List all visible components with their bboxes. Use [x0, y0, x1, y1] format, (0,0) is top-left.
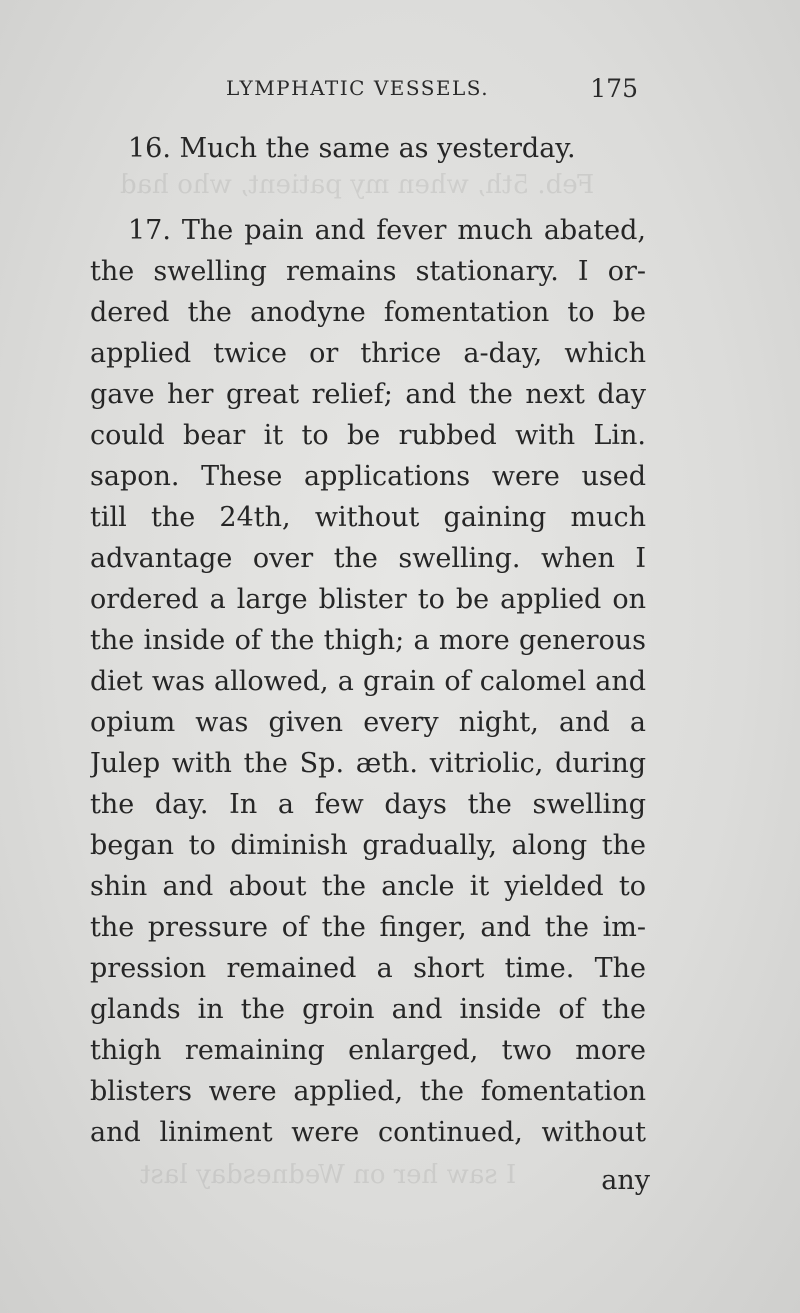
text-line: the inside of the thigh; a more generous	[90, 625, 646, 656]
text-line: the swelling remains stationary. I or-	[90, 256, 646, 287]
body-text	[90, 128, 646, 1153]
text-line: began to diminish gradually, along the	[90, 830, 646, 861]
text-line: Julep with the Sp. æth. vitriolic, during	[90, 748, 646, 779]
text-line: the pressure of the finger, and the im-	[90, 912, 646, 943]
text-line: could bear it to be rubbed with Lin.	[90, 420, 646, 451]
text-line: advantage over the swelling. when I	[90, 543, 646, 574]
running-title: LYMPHATIC VESSELS.	[226, 76, 490, 100]
text-line: till the 24th, without gaining much	[90, 502, 646, 533]
text-line: 16. Much the same as yesterday.	[128, 133, 576, 164]
text-line: 17. The pain and fever much abated,	[128, 215, 646, 246]
text-line: dered the anodyne fomentation to be	[90, 297, 646, 328]
text-line: applied twice or thrice a-day, which	[90, 338, 646, 369]
page-number: 175	[590, 74, 638, 103]
text-line: thigh remaining enlarged, two more	[90, 1035, 646, 1066]
page-header	[226, 76, 638, 110]
text-line: the day. In a few days the swelling	[90, 789, 646, 820]
text-line: blisters were applied, the fomentation	[90, 1076, 646, 1107]
text-line: gave her great relief; and the next day	[90, 379, 646, 410]
text-line: diet was allowed, a grain of calomel and	[90, 666, 646, 697]
text-line: pression remained a short time. The	[90, 953, 646, 984]
text-line: shin and about the ancle it yielded to	[90, 871, 646, 902]
catchword: any	[601, 1165, 650, 1196]
bleed-through-text: Feb. 5th, when my patient, who had	[120, 170, 595, 200]
bleed-through-text: I saw her on Wednesday last	[140, 1160, 517, 1190]
text-line: ordered a large blister to be applied on	[90, 584, 646, 615]
text-line: glands in the groin and inside of the	[90, 994, 646, 1025]
text-line: opium was given every night, and a	[90, 707, 646, 738]
text-line: and liniment were continued, without	[90, 1117, 646, 1148]
text-line: sapon. These applications were used	[90, 461, 646, 492]
